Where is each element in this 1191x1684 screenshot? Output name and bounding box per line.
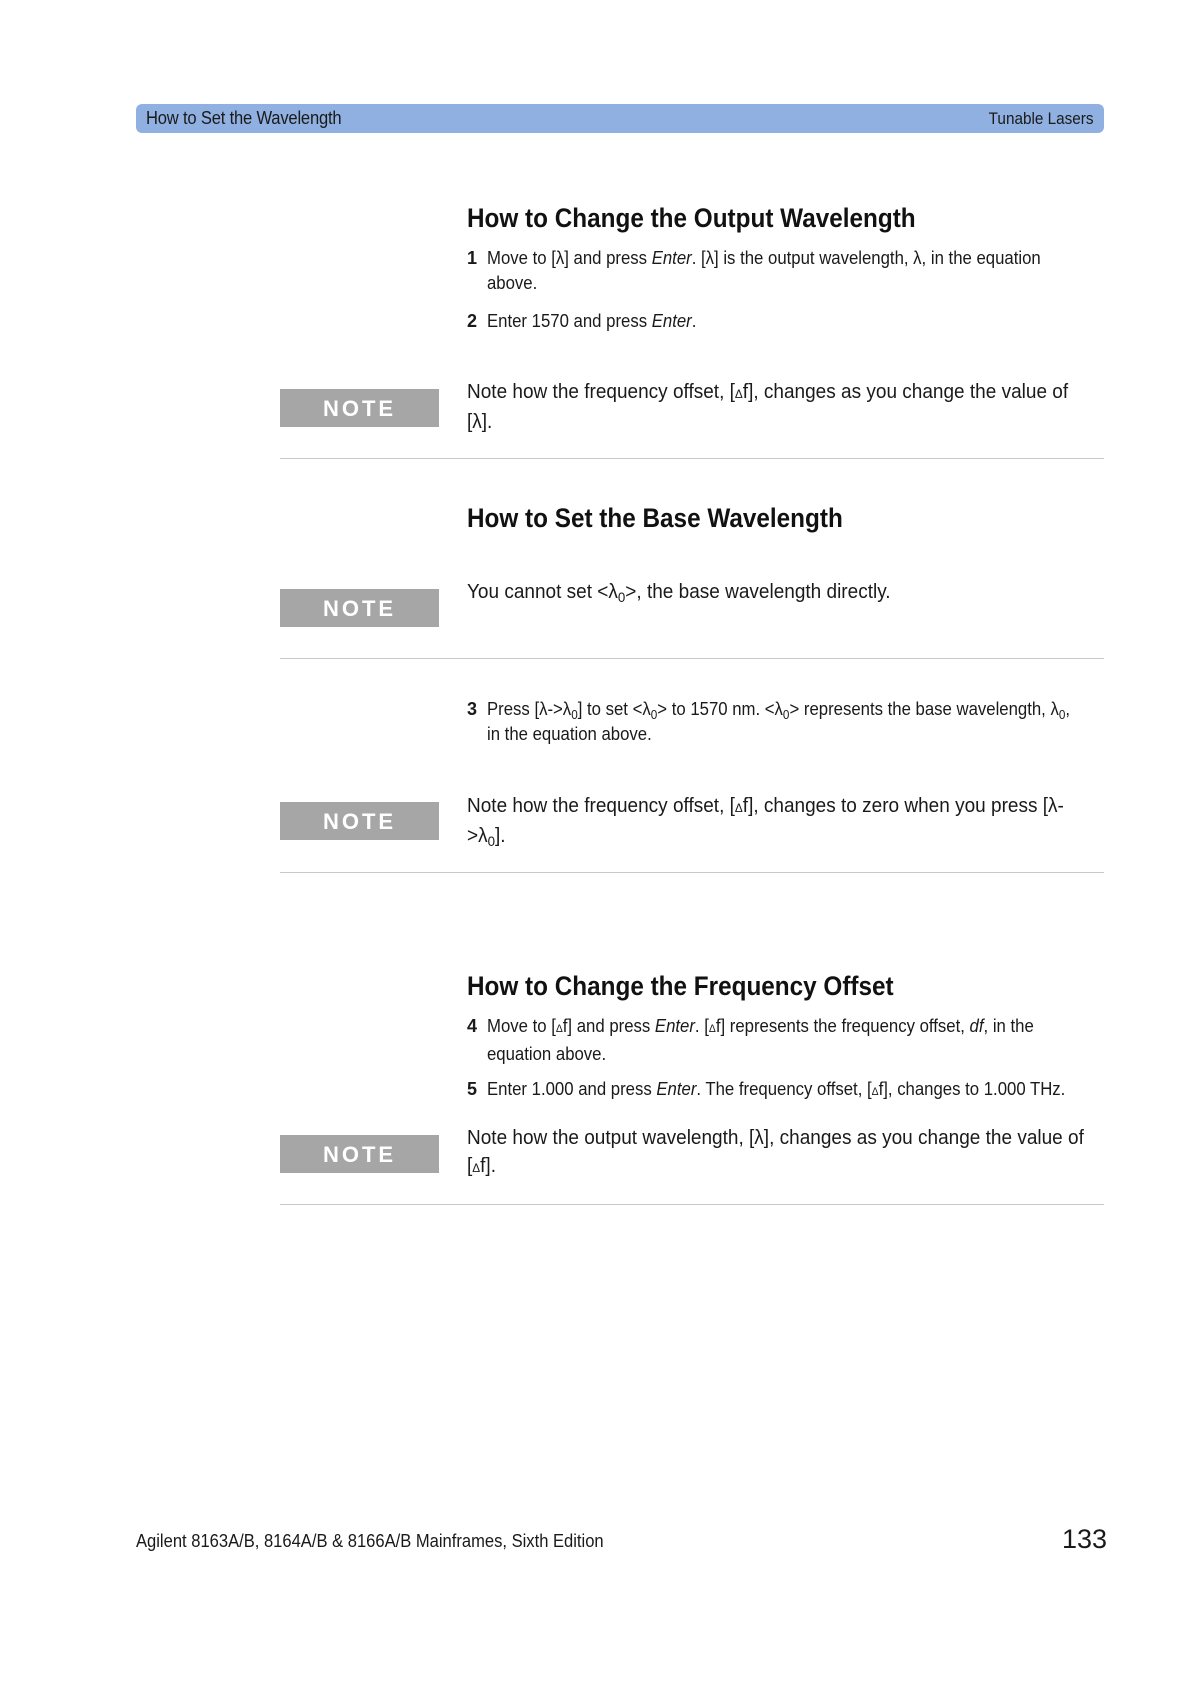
section-divider (280, 872, 1104, 873)
section-heading-output-wavelength: How to Change the Output Wavelength (467, 203, 916, 233)
header-chapter-title: Tunable Lasers (989, 109, 1094, 128)
step-4 (467, 1014, 1087, 1067)
step-number: 5 (467, 1079, 478, 1099)
section-heading-base-wavelength: How to Set the Base Wavelength (467, 503, 843, 533)
note-text-content: You cannot set $<\lambda_0>$, the base wavelength directly. (467, 581, 891, 606)
note-text (467, 578, 1087, 606)
note-label: NOTE (280, 389, 439, 427)
note-text-content: Note how the frequency offset, [Δf], changes to zero when you press $[\lambda->\lambda_0]$. (467, 795, 1064, 850)
step-text: Enter 1.000 and press Enter. The frequency offset, [Δf], changes to 1.000 THz. (487, 1079, 1066, 1099)
step-number: 3 (467, 699, 478, 719)
page-header-bar (136, 104, 1104, 133)
step-5 (467, 1077, 1087, 1105)
note-text-content: Note how the frequency offset, [Δf], changes as you change the value of [λ]. (467, 381, 1069, 433)
step-number: 1 (467, 248, 478, 268)
page-number: 133 (1061, 1524, 1107, 1554)
note-label: NOTE (280, 589, 439, 627)
step-3 (467, 697, 1087, 747)
step-text: Enter 1570 and press Enter. (487, 311, 697, 331)
step-text: Move to [λ] and press Enter. [λ] is the output wavelength, λ, in the equation above. (487, 248, 1041, 293)
note-text (467, 792, 1087, 850)
step-1 (467, 246, 1087, 296)
section-divider (280, 458, 1104, 459)
header-section-title: How to Set the Wavelength (146, 108, 342, 128)
note-label: NOTE (280, 802, 439, 840)
note-text (467, 1124, 1087, 1182)
step-number: 4 (467, 1016, 478, 1036)
section-divider (280, 1204, 1104, 1205)
footer-edition: Agilent 8163A/B, 8164A/B & 8166A/B Mainframes, Sixth Edition (136, 1531, 604, 1551)
step-text: Press $[\lambda->\lambda_0]$ to set $<\lambda_0>$ to 1570 nm. $<\lambda_0>$ represents the base wavelength, $\lambda_0$, in the equation above. (487, 699, 1071, 744)
note-label: NOTE (280, 1135, 439, 1173)
section-divider (280, 658, 1104, 659)
note-text-content: Note how the output wavelength, [λ], changes as you change the value of [Δf]. (467, 1127, 1084, 1177)
step-2 (467, 309, 1087, 334)
section-heading-frequency-offset: How to Change the Frequency Offset (467, 971, 894, 1001)
note-text (467, 378, 1087, 436)
step-text: Move to [Δf] and press Enter. [Δf] represents the frequency offset, df, in the equation above. (487, 1016, 1034, 1064)
step-number: 2 (467, 311, 478, 331)
